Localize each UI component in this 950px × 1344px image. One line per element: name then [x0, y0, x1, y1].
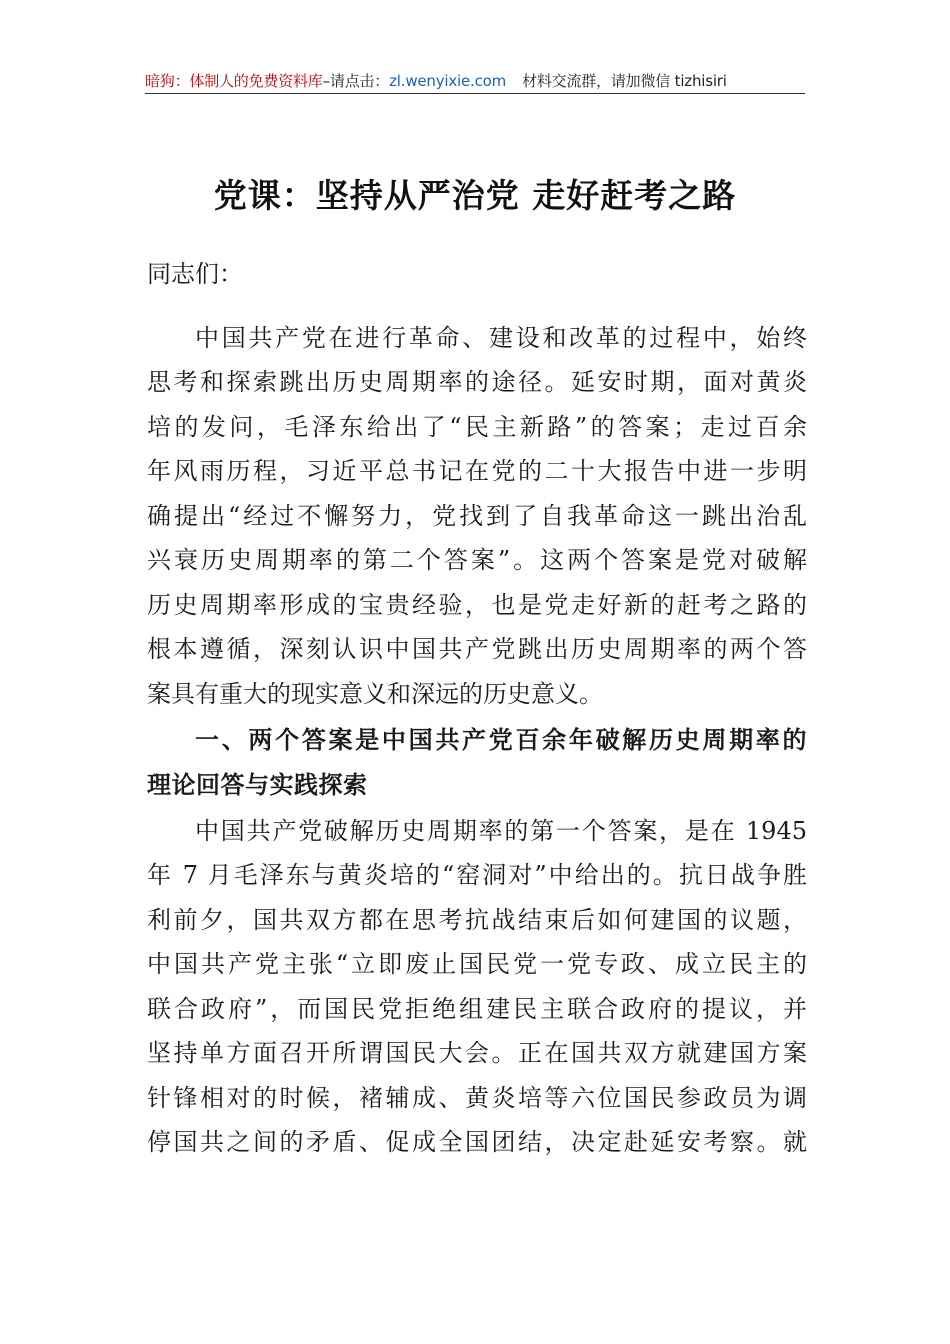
- paragraph-line: 年 7 月毛泽东与黄炎培的“窑洞对”中给出的。抗日战争胜: [147, 861, 807, 889]
- page-header: [145, 70, 805, 94]
- header-divider: [145, 93, 805, 94]
- paragraph-line: 利前夕，国共双方都在思考抗战结束后如何建国的议题，: [147, 906, 807, 934]
- paragraph-line: 思考和探索跳出历史周期率的途径。延安时期，面对黄炎: [147, 368, 807, 396]
- paragraph-line: 确提出“经过不懈努力，党找到了自我革命这一跳出治乱: [147, 502, 807, 530]
- paragraph-line: 历史周期率形成的宝贵经验，也是党走好新的赶考之路的: [147, 591, 807, 619]
- header-site-name: 暗狗：体制人的免费资料库: [145, 72, 323, 90]
- paragraph-line: 中国共产党主张“立即废止国民党一党专政、成立民主的: [147, 950, 807, 978]
- salutation: 同志们：: [147, 260, 243, 288]
- paragraph-line: 培的发问，毛泽东给出了“民主新路”的答案；走过百余: [147, 413, 807, 441]
- paragraph-line: 坚持单方面召开所谓国民大会。正在国共双方就建国方案: [147, 1039, 807, 1067]
- header-click-prompt: –请点击：: [322, 72, 390, 90]
- paragraph-line: 停国共之间的矛盾、促成全国团结，决定赴延安考察。就: [147, 1128, 807, 1156]
- document-title: 党课：坚持从严治党 走好赶考之路: [213, 176, 737, 215]
- paragraph-line: 中国共产党在进行革命、建设和改革的过程中，始终: [195, 324, 807, 352]
- paragraph-line: 针锋相对的时候，褚辅成、黄炎培等六位国民参政员为调: [147, 1084, 807, 1112]
- section-heading: 一、两个答案是中国共产党百余年破解历史周期率的: [195, 726, 807, 754]
- paragraph-line: 联合政府”，而国民党拒绝组建民主联合政府的提议，并: [147, 995, 807, 1023]
- paragraph-line: 年风雨历程，习近平总书记在党的二十大报告中进一步明: [147, 457, 807, 485]
- paragraph-line: 根本遵循，深刻认识中国共产党跳出历史周期率的两个答: [147, 635, 807, 663]
- paragraph-line: 兴衰历史周期率的第二个答案”。这两个答案是党对破解: [147, 546, 807, 574]
- header-url-link[interactable]: zl.wenyixie.com: [389, 72, 507, 90]
- section-heading: 理论回答与实践探索: [147, 771, 368, 799]
- paragraph-line: 中国共产党破解历史周期率的第一个答案，是在 1945: [195, 817, 807, 845]
- header-contact-note: 材料交流群，请加微信 tizhisiri: [522, 72, 727, 90]
- paragraph-line: 案具有重大的现实意义和深远的历史意义。: [147, 680, 603, 708]
